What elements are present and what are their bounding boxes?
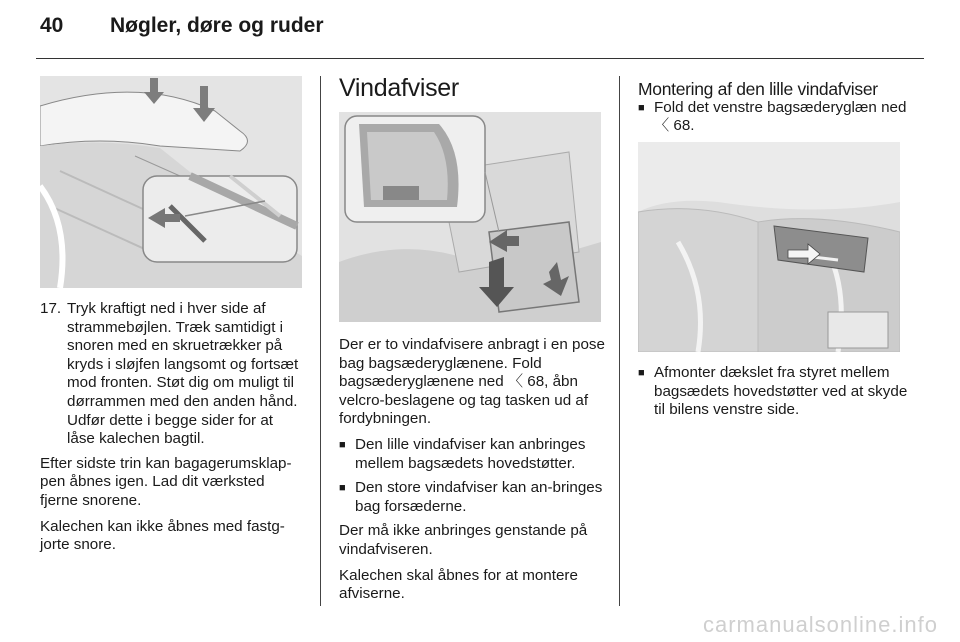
page-title: Nøgler, døre og ruder bbox=[110, 14, 324, 37]
page-number: 40 bbox=[40, 14, 64, 37]
right-bullet-1-text: Fold det venstre bagsæderyglæn ned 〈 68. bbox=[654, 98, 907, 135]
column-divider-1 bbox=[320, 76, 321, 606]
middle-bullet-1-text: Den lille vindafviser kan anbringes mellem bagsædets hovedstøtter. bbox=[355, 435, 586, 472]
convertible-top-drawing bbox=[40, 76, 302, 288]
rear-seat-cover-illustration bbox=[638, 142, 900, 352]
convertible-top-illustration bbox=[40, 76, 302, 288]
middle-paragraph-3: Kalechen skal åbnes for at montere afviserne. bbox=[339, 566, 578, 603]
left-paragraph-1: Efter sidste trin kan bagagerumsklap-pen åbnes igen. Lad dit værksted fjerne snorene. bbox=[40, 454, 292, 509]
right-bullet-2 bbox=[638, 364, 908, 420]
right-bullet-2-text: Afmonter dækslet fra styret mellem bagsædets hovedstøtter ved at skyde til bilens venstre side. bbox=[654, 364, 908, 419]
wind-deflector-bag-drawing bbox=[339, 112, 601, 322]
section-heading-vindafviser: Vindafviser bbox=[339, 74, 459, 102]
middle-column-text bbox=[339, 336, 607, 611]
right-bullet-1 bbox=[638, 99, 908, 136]
middle-paragraph-1: Der er to vindafvisere anbragt i en pose bag bagsæderyglænene. Fold bagsæderyglænene ned 〈 68, åbn velcro-beslagene og tag tasken ud af fordybningen. bbox=[339, 336, 605, 428]
bullet-square-icon: ■ bbox=[638, 101, 645, 114]
middle-bullet-1 bbox=[339, 436, 607, 473]
rear-seat-cover-drawing bbox=[638, 142, 900, 352]
bullet-square-icon: ■ bbox=[339, 482, 346, 495]
wind-deflector-bag-illustration bbox=[339, 112, 601, 322]
middle-bullet-2 bbox=[339, 479, 607, 516]
bullet-square-icon: ■ bbox=[638, 367, 645, 379]
column-divider-2 bbox=[619, 76, 620, 606]
right-column-top-text bbox=[638, 80, 908, 136]
middle-bullet-2-text: Den store vindafviser kan an-bringes bag forsæderne. bbox=[355, 479, 603, 515]
step-17 bbox=[40, 300, 304, 449]
bullet-square-icon: ■ bbox=[339, 438, 346, 451]
right-column-bottom-text bbox=[638, 364, 908, 420]
middle-paragraph-2: Der må ikke anbringes genstande på vindafviseren. bbox=[339, 522, 588, 558]
header-rule bbox=[36, 58, 924, 59]
page-header bbox=[40, 14, 324, 38]
left-column-text bbox=[40, 300, 304, 562]
step-number: 17. bbox=[40, 300, 62, 317]
watermark: carmanualsonline.info bbox=[702, 612, 938, 637]
step-text: Tryk kraftigt ned i hver side af strammebøjlen. Træk samtidigt i snoren med en skruetrækker på kryds i sløjfen langsomt og fortsæt mod fronten. Støt dig om muligt til dørrammen med den anden hånd. Udfør dette i begge sider for at låse kalechen bagtil. bbox=[67, 300, 299, 448]
left-paragraph-2: Kalechen kan ikke åbnes med fastg-jorte snore. bbox=[40, 517, 285, 554]
section-heading-montering: Montering af den lille vindafviser bbox=[638, 79, 878, 99]
